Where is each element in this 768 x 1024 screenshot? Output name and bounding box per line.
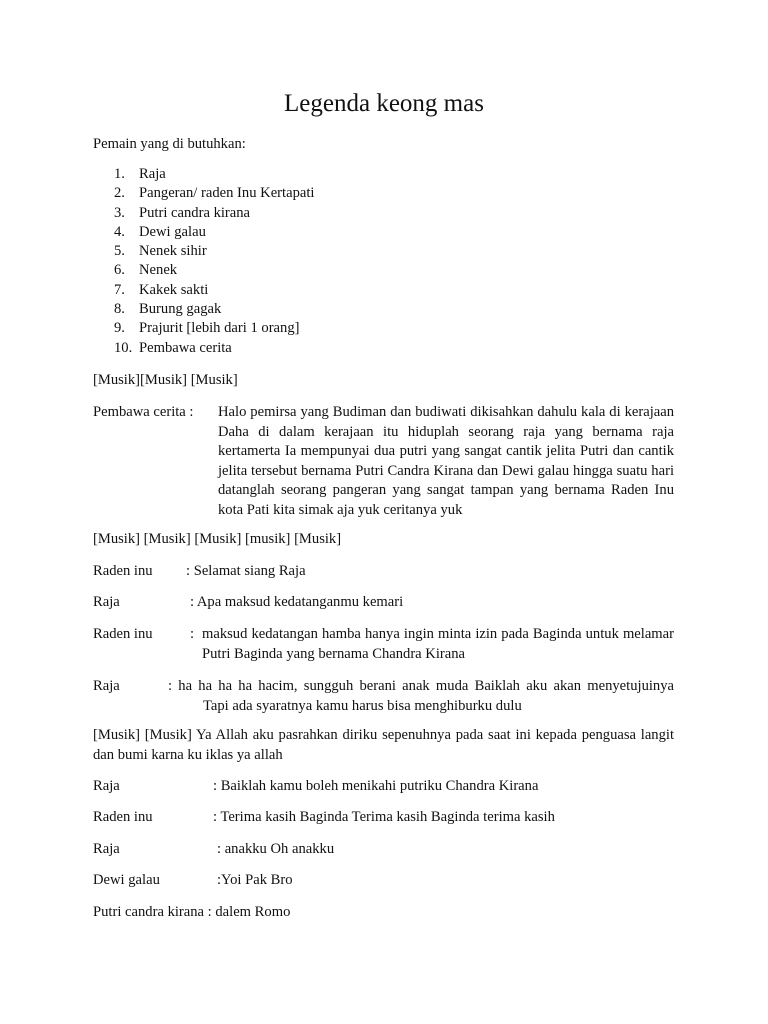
dialogue-text-continued: Tapi ada syaratnya kamu harus bisa menghiburku dulu: [203, 697, 522, 714]
cast-item-name: Raja: [139, 166, 166, 182]
cast-item-name: Nenek sihir: [139, 243, 207, 260]
dialogue-text: : Baiklah kamu boleh menikahi putriku Chandra Kirana: [213, 778, 539, 794]
music-cue-2: [Musik] [Musik] [Musik] [musik] [Musik]: [93, 531, 342, 547]
document-title: Legenda keong mas: [284, 90, 484, 117]
speaker-name: Raden inu: [93, 563, 153, 579]
speaker-name: Dewi galau: [93, 872, 160, 888]
dialogue-line-putri: Putri candra kirana : dalem Romo: [93, 904, 291, 920]
music-cue-3: [Musik] [Musik] Ya Allah aku pasrahkan diriku sepenuhnya pada saat ini kepada penguasa langit dan bumi karna ku iklas ya allah: [93, 727, 674, 763]
cast-item-number: 5.: [114, 243, 125, 260]
dialogue-colon: :: [190, 626, 195, 642]
cast-list: [114, 165, 314, 358]
cast-item-number: 10.: [114, 339, 133, 356]
cast-item-number: 3.: [114, 204, 125, 221]
cast-item-name: Kakek sakti: [139, 281, 209, 298]
cast-list-item: [114, 339, 314, 358]
cast-item-name: Pembawa cerita: [139, 339, 232, 356]
cast-item-name: Dewi galau: [139, 223, 206, 240]
dialogue-text: maksud kedatangan hamba hanya ingin minta izin pada Baginda untuk melamar Putri Baginda yang bernama Chandra Kirana: [202, 626, 674, 662]
cast-list-item: [114, 242, 314, 261]
speaker-name: Raja: [93, 841, 120, 857]
narrator-text: Halo pemirsa yang Budiman dan budiwati dikisahkan dahulu kala di kerajaan Daha di dalam kerajaan itu hiduplah seorang raja yang bernama raja kertamerta Ia mempunyai dua putri yang sangat cantik jelita Putri dan cantik jelita tersebut bernama Putri Candra Kirana dan Dewi galau hingga suatu hari datanglah seorang pangeran yang sangat tampan yang bernama Raden Inu kota Pati kita simak aja yuk ceritanya yuk: [218, 404, 674, 518]
cast-item-number: 8.: [114, 301, 125, 318]
dialogue-text: :Yoi Pak Bro: [217, 872, 293, 888]
cast-item-name: Pangeran/ raden Inu Kertapati: [139, 185, 315, 202]
cast-item-number: 9.: [114, 320, 125, 337]
cast-item-number: 1.: [114, 166, 125, 182]
speaker-name: Raja: [93, 778, 120, 794]
cast-item-number: 4.: [114, 223, 125, 240]
cast-list-item: [114, 300, 314, 319]
cast-item-number: 2.: [114, 185, 125, 202]
cast-item-name: Burung gagak: [139, 301, 222, 318]
speaker-name: Raden inu: [93, 626, 153, 642]
cast-list-item: [114, 261, 314, 280]
cast-item-name: Nenek: [139, 262, 178, 279]
speaker-name: Raja: [93, 594, 120, 610]
cast-item-name: Prajurit [lebih dari 1 orang]: [139, 320, 300, 337]
narrator-speaker: Pembawa cerita :: [93, 404, 194, 420]
dialogue-text: : Apa maksud kedatanganmu kemari: [190, 594, 404, 610]
cast-list-item: [114, 223, 314, 242]
cast-list-item: [114, 165, 314, 184]
speaker-name: Raja: [93, 678, 120, 694]
cast-item-number: 6.: [114, 262, 125, 279]
dialogue-text: : anakku Oh anakku: [217, 841, 335, 857]
cast-list-item: [114, 281, 314, 300]
music-cue-1: [Musik][Musik] [Musik]: [93, 372, 238, 388]
speaker-name: Raden inu: [93, 809, 153, 825]
cast-list-item: [114, 204, 314, 223]
dialogue-text: : Terima kasih Baginda Terima kasih Baginda terima kasih: [213, 809, 555, 825]
cast-item-number: 7.: [114, 281, 125, 298]
dialogue-text: : Selamat siang Raja: [186, 563, 306, 579]
cast-item-name: Putri candra kirana: [139, 204, 251, 221]
cast-intro: Pemain yang di butuhkan:: [93, 136, 246, 152]
dialogue-text: : ha ha ha ha hacim, sungguh berani anak muda Baiklah aku akan menyetujuinya: [168, 678, 674, 694]
cast-list-item: [114, 184, 314, 203]
cast-list-item: [114, 319, 314, 338]
